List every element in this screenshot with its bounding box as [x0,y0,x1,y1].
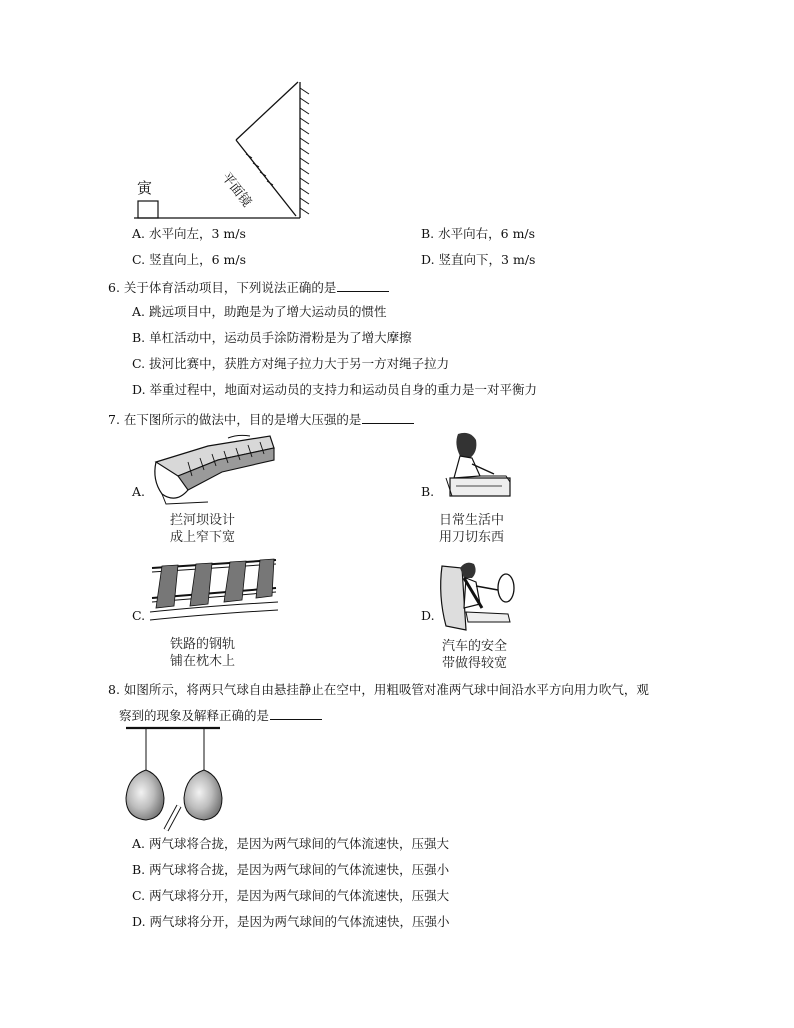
q6-option-b[interactable] [132,330,412,346]
q7-d-caption [442,638,507,672]
knife-cutting-illustration [436,430,516,510]
option-letter: D. [132,382,146,397]
caption-line: 铁路的钢轨 [170,637,236,652]
caption-line: 汽车的安全 [442,639,508,654]
question-text: 察到的现象及解释正确的是 [119,708,270,723]
caption-line: 铺在枕木上 [170,654,236,669]
option-letter: A. [132,226,146,241]
option-text: 两气球将合拢，是因为两气球间的气体流速快，压强小 [149,862,450,877]
option-text: 水平向左，3 m/s [149,226,246,241]
option-letter: A. [132,304,146,319]
q8-option-a[interactable] [132,836,449,852]
option-text: 竖直向下，3 m/s [438,252,536,267]
answer-blank[interactable] [270,707,322,720]
q5-option-b[interactable] [421,226,535,242]
option-letter: C. [132,888,146,903]
option-text: 举重过程中，地面对运动员的支持力和运动员自身的重力是一对平衡力 [149,382,538,397]
q8-option-d[interactable] [132,914,450,930]
q7-stem [108,411,414,428]
q7-option-b-letter[interactable]: B. [421,484,435,499]
seatbelt-illustration [436,556,526,636]
q5-option-a[interactable] [132,226,246,242]
option-letter: A. [132,836,146,851]
caption-line: 带做得较宽 [442,656,508,671]
q8-option-c[interactable] [132,888,449,904]
answer-blank[interactable] [362,411,414,424]
option-text: 拔河比赛中，获胜方对绳子拉力大于另一方对绳子拉力 [149,356,450,371]
option-text: 跳远项目中，助跑是为了增大运动员的惯性 [149,304,387,319]
dam-illustration [148,432,278,508]
mirror-figure [128,74,318,224]
q6-stem [108,279,389,296]
answer-blank[interactable] [337,279,389,292]
option-text: 两气球将合拢，是因为两气球间的气体流速快，压强大 [149,836,450,851]
caption-line: 日常生活中 [439,513,505,528]
question-text: 7. 在下图所示的做法中，目的是增大压强的是 [108,412,362,427]
option-text: 水平向右，6 m/s [438,226,536,241]
option-letter: C. [132,356,146,371]
question-text: 6. 关于体育活动项目，下列说法正确的是 [108,280,337,295]
balloons-figure [120,722,230,834]
option-letter: D. [132,914,146,929]
q6-option-a[interactable] [132,304,387,320]
q8-stem-line-1: 8. 如图所示，将两只气球自由悬挂静止在空中，用粗吸管对准两气球中间沿水平方向用力吹气，观 [108,682,649,697]
q7-option-a-letter[interactable]: A. [132,484,146,499]
q7-c-caption [170,636,235,670]
option-text: 两气球将分开，是因为两气球间的气体流速快，压强大 [149,888,450,903]
right-balloon [184,770,222,820]
q5-option-d[interactable] [421,252,535,268]
q7-a-caption [170,512,235,546]
option-text: 两气球将分开，是因为两气球间的气体流速快，压强小 [149,914,450,929]
option-letter: C. [132,252,146,267]
q8-option-b[interactable] [132,862,449,878]
option-letter: B. [132,862,146,877]
q6-option-c[interactable] [132,356,449,372]
object-label: 寅 [137,179,153,197]
q5-option-c[interactable] [132,252,246,268]
caption-line: 用刀切东西 [439,530,505,545]
option-text: 竖直向上，6 m/s [149,252,246,267]
railway-illustration [148,558,280,630]
option-letter: B. [421,226,435,241]
caption-line: 拦河坝设计 [170,513,236,528]
caption-line: 成上窄下宽 [170,530,236,545]
left-balloon [126,770,164,820]
q6-option-d[interactable] [132,382,537,398]
option-text: 单杠活动中，运动员手涂防滑粉是为了增大摩擦 [149,330,412,345]
mirror-label: 平面镜 [218,170,255,210]
option-letter: D. [421,252,435,267]
option-letter: B. [132,330,146,345]
q7-option-c-letter[interactable]: C. [132,608,146,623]
q7-option-d-letter[interactable]: D. [421,608,435,623]
straw [166,806,179,830]
q7-b-caption [439,512,504,546]
